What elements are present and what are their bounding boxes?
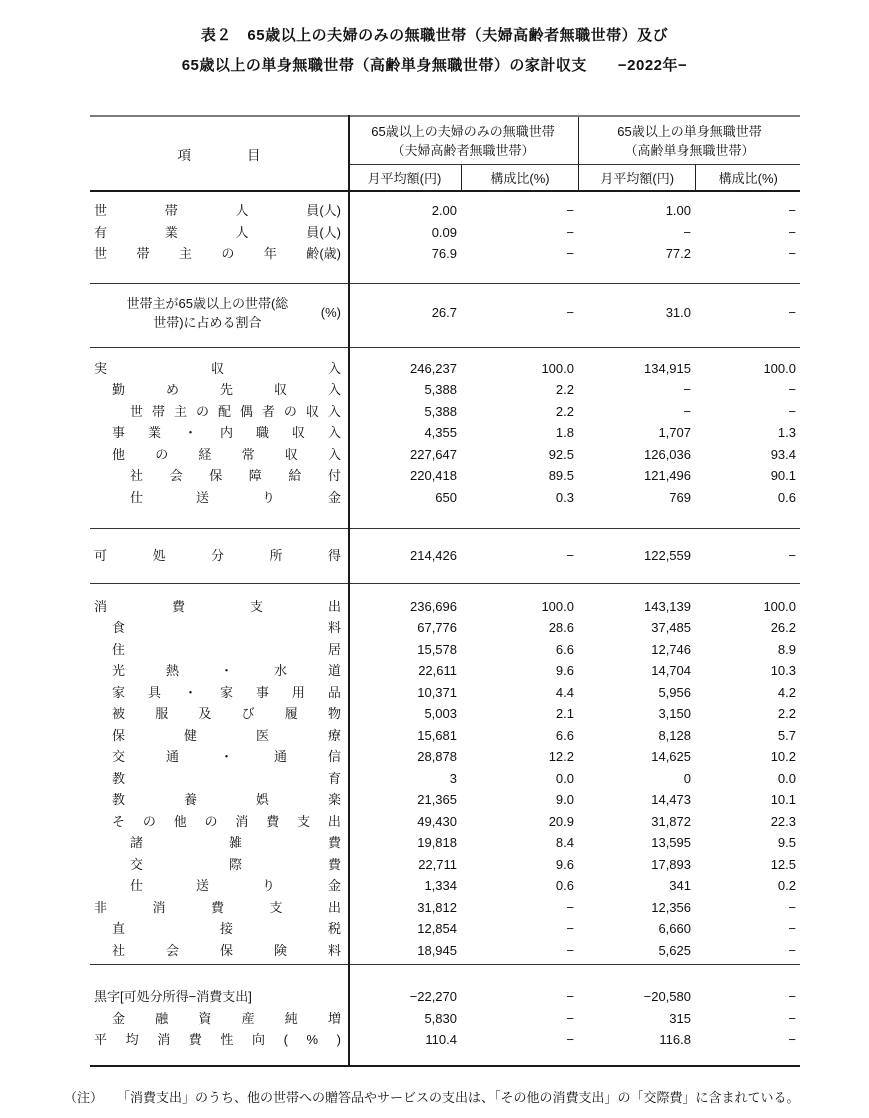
- value-cell: −: [683, 382, 691, 397]
- table-row: [90, 200, 800, 222]
- group-subheaders-couple: [348, 165, 578, 190]
- row-label: 社 会 保 障 給 付: [130, 468, 341, 483]
- value-cell: 4.2: [777, 684, 796, 700]
- value-cell: −: [788, 921, 796, 936]
- value-cell: −: [566, 203, 574, 218]
- value-cell: 0.09: [431, 224, 457, 240]
- row-label: そ の 他 の 消 費 支 出: [112, 813, 341, 829]
- value-cell: 110.4: [425, 1032, 457, 1047]
- table-row: [90, 875, 800, 897]
- value-cell: −: [788, 224, 796, 240]
- value-cell: 12.2: [548, 749, 574, 764]
- table-row: [90, 703, 800, 725]
- table-row: [90, 358, 800, 380]
- value-cell: 315: [669, 1010, 691, 1026]
- group-title-couple-line2: （夫婦高齢者無職世帯）: [391, 142, 535, 158]
- value-cell: 2.2: [555, 382, 574, 397]
- table-header: [90, 115, 800, 192]
- value-cell: 3: [449, 770, 457, 786]
- row-label: 仕 送 り 金: [130, 489, 341, 505]
- row-label: 勤 め 先 収 入: [112, 382, 341, 397]
- value-cell: 8.4: [555, 835, 574, 850]
- table-row: [90, 1029, 800, 1051]
- table-row: [90, 243, 800, 265]
- value-cell: 1.3: [777, 425, 796, 440]
- table-row: [90, 660, 800, 682]
- value-cell: 121,496: [644, 468, 691, 483]
- value-cell: 220,418: [410, 468, 457, 483]
- value-cell: 246,237: [410, 360, 457, 376]
- group-title-couple-line1: 65歳以上の夫婦のみの無職世帯: [371, 123, 555, 139]
- table-row: [90, 789, 800, 811]
- value-cell: 2.1: [555, 706, 574, 721]
- value-cell: 116.8: [659, 1032, 691, 1047]
- value-cell: −: [566, 1010, 574, 1026]
- value-cell: 5,625: [658, 942, 691, 958]
- group-title-single-line2: （高齢単身無職世帯）: [624, 142, 755, 158]
- row-label: 直 接 税: [112, 921, 341, 936]
- value-cell: 5,003: [424, 706, 457, 721]
- table-row: [90, 768, 800, 790]
- table-row: [90, 854, 800, 876]
- value-cell: 5,830: [424, 1010, 457, 1026]
- value-cell: 143,139: [644, 598, 691, 614]
- value-cell: 8,128: [658, 727, 691, 743]
- value-cell: 0.6: [777, 489, 796, 505]
- table-section: [90, 964, 800, 1065]
- value-cell: 17,893: [651, 856, 691, 872]
- value-cell: 19,818: [417, 835, 457, 850]
- row-label: 実 収 入: [94, 360, 341, 376]
- value-cell: −: [683, 403, 691, 419]
- note-text: 「消費支出」のうち、他の世帯への贈答品やサービスの支出は、「その他の消費支出」の「交際費」に含まれている。: [117, 1090, 800, 1105]
- value-cell: −: [566, 1032, 574, 1047]
- value-cell: 10.1: [770, 792, 796, 807]
- row-label: 黒字[可処分所得−消費支出]: [94, 989, 252, 1004]
- row-label: 世 帯 人 員 (人): [90, 200, 348, 222]
- subheader-couple-ratio: 構成比(%): [461, 165, 578, 190]
- value-cell: 5.7: [777, 727, 796, 743]
- value-cell: 89.5: [548, 468, 574, 483]
- table-row: [90, 832, 800, 854]
- table-row: [90, 682, 800, 704]
- value-cell: 12,356: [651, 899, 691, 915]
- value-cell: 6.6: [555, 641, 574, 657]
- value-cell: 9.6: [555, 856, 574, 872]
- value-cell: 769: [669, 489, 691, 505]
- value-cell: 8.9: [777, 641, 796, 657]
- value-cell: 22.3: [770, 813, 796, 829]
- value-cell: 0.2: [777, 878, 796, 893]
- value-cell: 2.2: [555, 403, 574, 419]
- row-label: 住 居: [112, 641, 341, 657]
- value-cell: 9.6: [555, 663, 574, 678]
- row-label: 金 融 資 産 純 増: [112, 1010, 341, 1026]
- value-cell: 26.2: [770, 620, 796, 635]
- row-label: 世 帯 主 の 年 齢 (歳): [90, 243, 348, 265]
- value-cell: 22,711: [418, 856, 457, 872]
- table-vertical-divider: [348, 115, 350, 1067]
- value-cell: 12,854: [417, 921, 457, 936]
- table-row: [90, 422, 800, 444]
- subheader-couple-amount: 月平均額(円): [367, 171, 442, 186]
- title-line-1: 表２ 65歳以上の夫婦のみの無職世帯（夫婦高齢者無職世帯）及び: [200, 27, 669, 44]
- value-cell: −: [788, 1010, 796, 1026]
- value-cell: 5,956: [658, 684, 691, 700]
- value-cell: 134,915: [644, 360, 691, 376]
- value-cell: 4,355: [424, 425, 457, 440]
- table-row: [90, 294, 800, 332]
- row-label: 非 消 費 支 出: [94, 899, 341, 915]
- value-cell: 49,430: [417, 813, 457, 829]
- value-cell: 1,707: [658, 425, 691, 440]
- value-cell: 100.0: [763, 360, 796, 376]
- note: [64, 1089, 800, 1107]
- value-cell: −: [788, 382, 796, 397]
- value-cell: 122,559: [644, 548, 691, 563]
- row-label: 仕 送 り 金: [130, 878, 341, 893]
- subheader-single-amount: 月平均額(円): [600, 171, 675, 186]
- row-label-unit: (人): [319, 203, 341, 218]
- row-label: 光 熱 ・ 水 道: [112, 663, 341, 678]
- value-cell: 31,872: [651, 813, 691, 829]
- value-cell: 4.4: [555, 684, 574, 700]
- value-cell: 100.0: [763, 598, 796, 614]
- value-cell: −: [788, 899, 796, 915]
- row-label-unit: (%): [320, 304, 341, 320]
- stats-table: [90, 115, 800, 1067]
- value-cell: 6.6: [555, 727, 574, 743]
- item-header-left: 項: [177, 147, 191, 163]
- value-cell: 0.0: [777, 770, 796, 786]
- value-cell: −: [788, 246, 796, 261]
- value-cell: 1.8: [555, 425, 574, 440]
- table-row: [90, 487, 800, 509]
- group-subheaders-single: [579, 165, 800, 190]
- value-cell: 227,647: [410, 446, 457, 462]
- table-row: [90, 918, 800, 940]
- table-section: [90, 347, 800, 529]
- value-cell: −: [566, 548, 574, 563]
- value-cell: 77.2: [665, 246, 691, 261]
- value-cell: −: [788, 304, 796, 320]
- group-title-couple: [348, 117, 578, 165]
- value-cell: 1.00: [665, 203, 691, 218]
- value-cell: 100.0: [541, 598, 574, 614]
- table-section: [90, 583, 800, 965]
- row-label: 世 帯 主 の 配 偶 者 の 収 入: [130, 403, 341, 419]
- value-cell: 126,036: [644, 446, 691, 462]
- table-row: [90, 940, 800, 962]
- table-row: [90, 545, 800, 567]
- table-row: [90, 379, 800, 401]
- note-marker: （注）: [64, 1090, 104, 1105]
- table-row: [90, 401, 800, 423]
- row-label: 消 費 支 出: [94, 598, 341, 614]
- value-cell: 92.5: [548, 446, 574, 462]
- table-row: [90, 465, 800, 487]
- group-title-single: [579, 117, 800, 165]
- value-cell: 0.6: [555, 878, 574, 893]
- value-cell: 67,776: [417, 620, 457, 635]
- title-line-2: 65歳以上の単身無職世帯（高齢単身無職世帯）の家計収支 −2022年−: [181, 57, 688, 74]
- value-cell: 9.0: [555, 792, 574, 807]
- value-cell: 236,696: [410, 598, 457, 614]
- value-cell: 10,371: [417, 684, 457, 700]
- table-section: [90, 528, 800, 583]
- row-label: 被 服 及 び 履 物: [112, 706, 341, 721]
- row-label: 他 の 経 常 収 入: [112, 446, 341, 462]
- value-cell: 31.0: [665, 304, 691, 320]
- value-cell: 76.9: [431, 246, 457, 261]
- table-title: [0, 21, 869, 81]
- row-label-unit: (歳): [319, 246, 341, 261]
- value-cell: 100.0: [541, 360, 574, 376]
- value-cell: 650: [435, 489, 457, 505]
- value-cell: 21,365: [417, 792, 457, 807]
- row-label: 家 具 ・ 家 事 用 品: [112, 684, 341, 700]
- value-cell: 28,878: [417, 749, 457, 764]
- value-cell: 14,473: [651, 792, 691, 807]
- subheader-single-ratio: 構成比(%): [695, 165, 800, 190]
- row-label: 食 料: [112, 620, 341, 635]
- row-label: 可 処 分 所 得: [94, 548, 341, 563]
- table-section: [90, 283, 800, 347]
- row-label: 交 通 ・ 通 信: [112, 749, 341, 764]
- value-cell: −: [566, 899, 574, 915]
- value-cell: −: [788, 548, 796, 563]
- value-cell: 214,426: [410, 548, 457, 563]
- table-row: [90, 444, 800, 466]
- value-cell: 0.3: [555, 489, 574, 505]
- value-cell: −: [566, 942, 574, 958]
- value-cell: −: [566, 304, 574, 320]
- value-cell: −: [566, 246, 574, 261]
- value-cell: −: [683, 224, 691, 240]
- value-cell: 15,681: [417, 727, 457, 743]
- value-cell: 0.0: [555, 770, 574, 786]
- row-label: 保 健 医 療: [112, 727, 341, 743]
- table-section: [90, 192, 800, 283]
- value-cell: 5,388: [424, 403, 457, 419]
- value-cell: 5,388: [424, 382, 457, 397]
- table-row: [90, 725, 800, 747]
- group-title-single-line1: 65歳以上の単身無職世帯: [617, 123, 762, 139]
- value-cell: −: [788, 989, 796, 1004]
- table-row: [90, 811, 800, 833]
- value-cell: −20,580: [643, 989, 691, 1004]
- row-label: 諸 雑 費: [130, 835, 341, 850]
- value-cell: −: [566, 224, 574, 240]
- row-label: 教 育: [112, 770, 341, 786]
- value-cell: 14,625: [651, 749, 691, 764]
- value-cell: 12,746: [651, 641, 691, 657]
- value-cell: 3,150: [658, 706, 691, 721]
- row-label: 事 業 ・ 内 職 収 入: [112, 425, 341, 440]
- table-row: [90, 596, 800, 618]
- table-body: [90, 192, 800, 1067]
- table-row: [90, 1008, 800, 1030]
- table-row: [90, 746, 800, 768]
- value-cell: −: [788, 942, 796, 958]
- value-cell: 10.2: [770, 749, 796, 764]
- value-cell: 2.00: [431, 203, 457, 218]
- table-row: [90, 897, 800, 919]
- table-row: [90, 986, 800, 1008]
- value-cell: 31,812: [417, 899, 457, 915]
- value-cell: 22,611: [418, 663, 457, 678]
- value-cell: 12.5: [770, 856, 796, 872]
- value-cell: −: [566, 989, 574, 1004]
- table-row: [90, 617, 800, 639]
- value-cell: 0: [683, 770, 691, 786]
- value-cell: 26.7: [431, 304, 457, 320]
- value-cell: −: [788, 1032, 796, 1047]
- row-label: 有 業 人 員 (人): [90, 222, 348, 244]
- group-header-couple: [348, 117, 578, 190]
- row-label: 交 際 費: [130, 856, 341, 872]
- item-column-header: [90, 117, 348, 190]
- row-label: 世帯主が65歳以上の世帯(総 世帯)に占める割合 (%): [126, 295, 341, 330]
- table-row: [90, 222, 800, 244]
- table-row: [90, 639, 800, 661]
- value-cell: 20.9: [548, 813, 574, 829]
- value-cell: 37,485: [651, 620, 691, 635]
- item-header-right: 目: [247, 147, 261, 163]
- value-cell: 2.2: [777, 706, 796, 721]
- value-cell: 1,334: [424, 878, 457, 893]
- value-cell: 9.5: [777, 835, 796, 850]
- row-label: 教 養 娯 楽: [112, 792, 341, 807]
- value-cell: 90.1: [770, 468, 796, 483]
- row-label-unit: (人): [319, 224, 341, 240]
- value-cell: 10.3: [770, 663, 796, 678]
- value-cell: 28.6: [548, 620, 574, 635]
- value-cell: −: [788, 203, 796, 218]
- value-cell: 6,660: [658, 921, 691, 936]
- value-cell: −22,270: [409, 989, 457, 1004]
- value-cell: −: [566, 921, 574, 936]
- value-cell: 13,595: [651, 835, 691, 850]
- value-cell: 341: [669, 878, 691, 893]
- value-cell: 15,578: [417, 641, 457, 657]
- value-cell: 14,704: [651, 663, 691, 678]
- value-cell: 18,945: [417, 942, 457, 958]
- group-header-single: [578, 117, 800, 190]
- row-label: 平 均 消 費 性 向 ( % ): [94, 1032, 341, 1047]
- value-cell: −: [788, 403, 796, 419]
- value-cell: 93.4: [770, 446, 796, 462]
- row-label: 社 会 保 険 料: [112, 942, 341, 958]
